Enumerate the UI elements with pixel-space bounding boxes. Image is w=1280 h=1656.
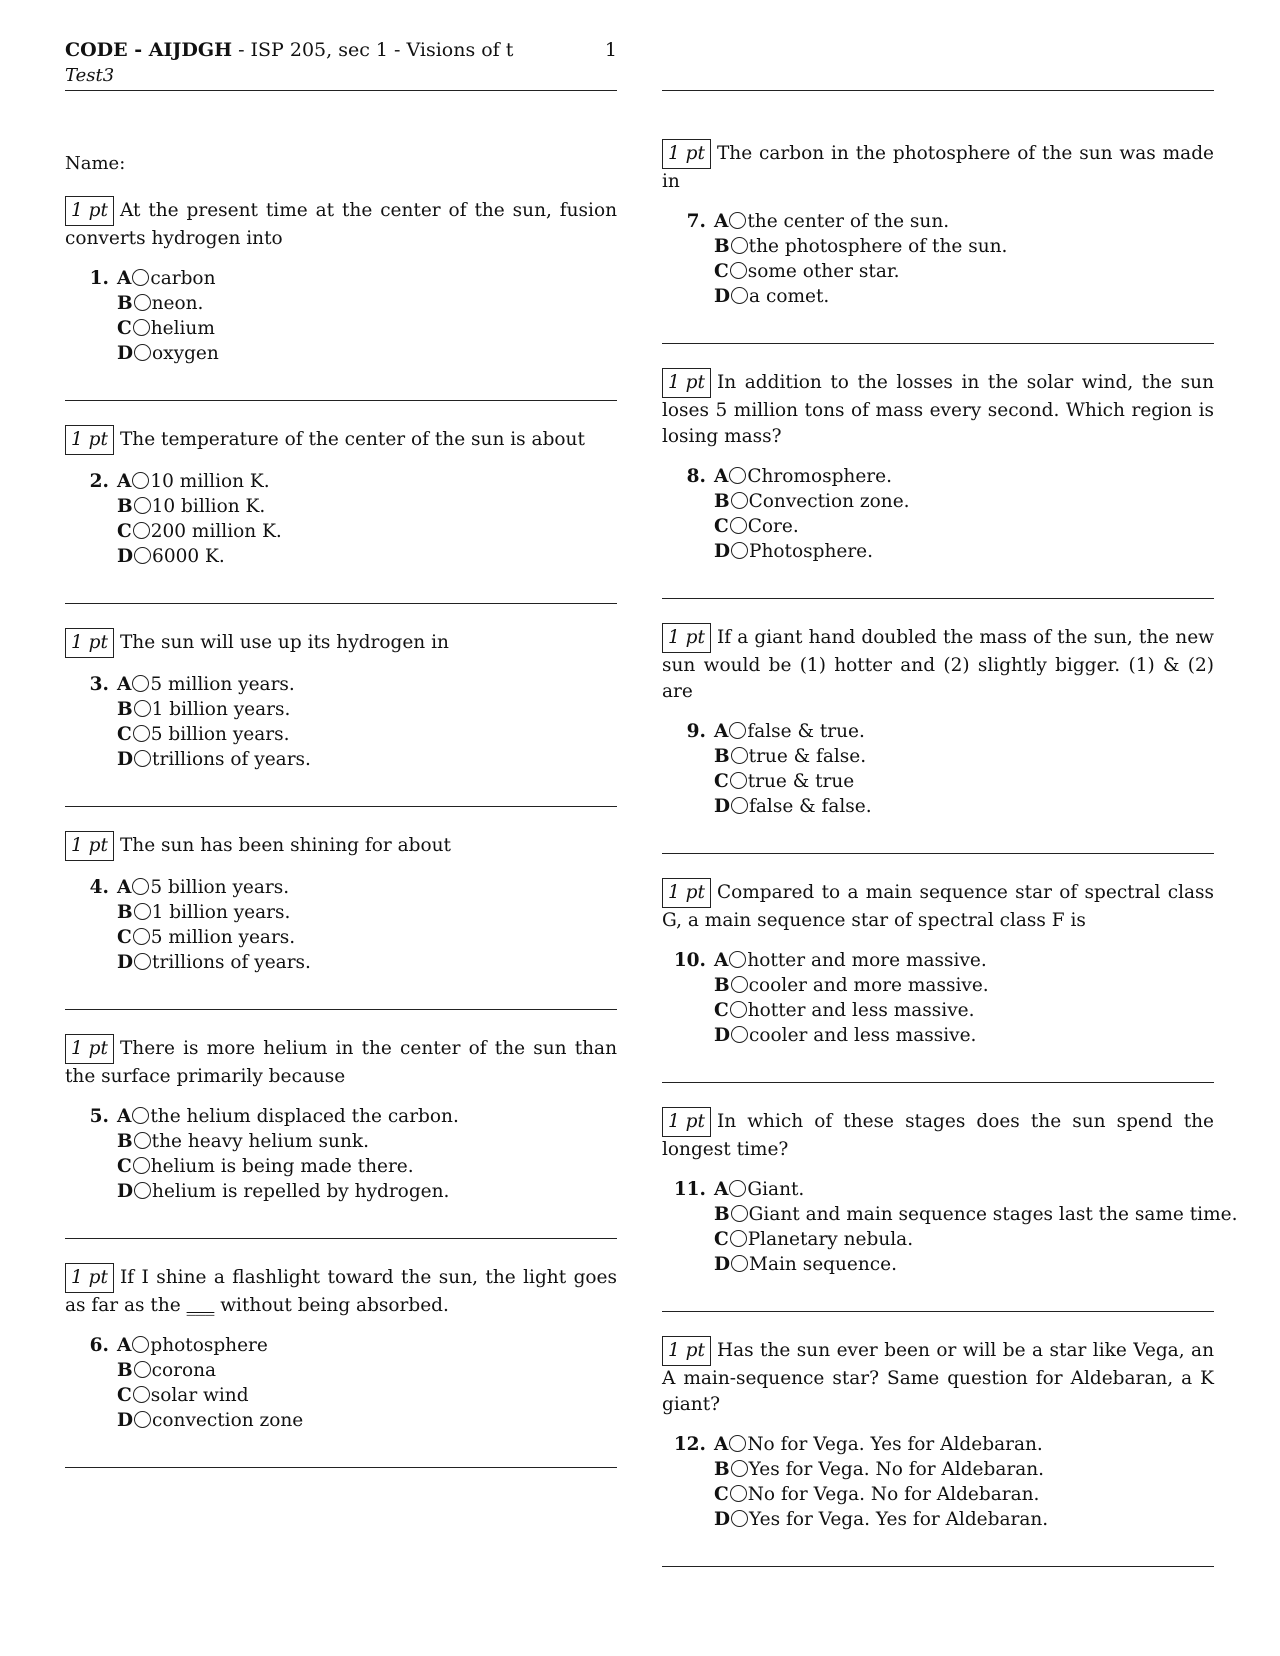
answer-bubble-icon[interactable]: [132, 1336, 149, 1353]
question-text: [662, 1107, 1214, 1163]
points-box: 1 pt: [65, 1034, 114, 1064]
answer-option[interactable]: [117, 925, 617, 950]
answer-option[interactable]: [714, 489, 1214, 514]
question-text: [65, 1263, 617, 1319]
question-text: [65, 628, 617, 658]
points-box: 1 pt: [662, 1336, 711, 1366]
points-box: 1 pt: [662, 623, 711, 653]
question-number: 2.: [89, 471, 109, 492]
option-text: 5 million years.: [150, 674, 295, 695]
option-text: 10 million K.: [150, 471, 270, 492]
question-prompt: If a giant hand doubled the mass of the sun, the new sun would be (1) hotter and (2) slightly bigger. (1) & (2) are: [662, 627, 1214, 702]
answer-bubble-icon[interactable]: [133, 1157, 150, 1174]
name-label: Name:: [65, 153, 126, 174]
answer-option[interactable]: [714, 514, 1214, 539]
answer-option[interactable]: [714, 209, 1214, 234]
option-letter: B: [117, 699, 133, 720]
question-text: [65, 1034, 617, 1090]
question-prompt: Compared to a main sequence star of spectral class G, a main sequence star of spectral class F is: [662, 882, 1214, 931]
page-header: [65, 38, 617, 91]
answer-bubble-icon[interactable]: [731, 797, 748, 814]
option-text: neon.: [151, 293, 204, 314]
option-text: 1 billion years.: [151, 902, 291, 923]
answer-options: [65, 1333, 617, 1433]
answer-bubble-icon[interactable]: [731, 976, 748, 993]
option-text: 10 billion K.: [151, 496, 266, 517]
option-text: Giant and main sequence stages last the same time.: [748, 1204, 1238, 1225]
answer-options: [662, 209, 1214, 309]
points-box: 1 pt: [65, 1263, 114, 1293]
answer-bubble-icon[interactable]: [134, 497, 151, 514]
answer-option[interactable]: [117, 1333, 617, 1358]
answer-option[interactable]: [117, 266, 617, 291]
answer-bubble-icon[interactable]: [731, 1255, 748, 1272]
question-number: 12.: [673, 1434, 706, 1455]
option-text: convection zone: [152, 1410, 304, 1431]
answer-option[interactable]: [714, 744, 1214, 769]
answer-bubble-icon[interactable]: [731, 747, 748, 764]
answer-option[interactable]: [714, 1177, 1214, 1202]
option-text: 5 million years.: [150, 927, 296, 948]
answer-option[interactable]: [714, 973, 1214, 998]
question-number: 6.: [89, 1335, 109, 1356]
question-number: 8.: [686, 466, 706, 487]
question-block: [662, 599, 1214, 854]
answer-option[interactable]: [714, 1252, 1214, 1277]
option-letter: A: [714, 211, 729, 232]
option-letter: C: [714, 516, 729, 537]
question-block: [65, 401, 617, 604]
answer-option[interactable]: [117, 469, 617, 494]
answer-bubble-icon[interactable]: [729, 722, 746, 739]
answer-option[interactable]: [117, 747, 617, 772]
answer-bubble-icon[interactable]: [133, 725, 150, 742]
answer-bubble-icon[interactable]: [730, 1485, 747, 1502]
option-letter: B: [117, 496, 133, 517]
option-text: the heavy helium sunk.: [151, 1131, 369, 1152]
page-number: 1: [604, 39, 617, 61]
option-text: 6000 K.: [152, 546, 225, 567]
question-block: [662, 1083, 1238, 1312]
question-text: [662, 368, 1214, 450]
question-number: 1.: [89, 268, 109, 289]
question-block: [65, 1239, 617, 1468]
option-letter: A: [714, 466, 729, 487]
option-letter: D: [117, 343, 134, 364]
option-text: some other star.: [747, 261, 900, 282]
answer-option[interactable]: [117, 1408, 617, 1433]
answer-bubble-icon[interactable]: [132, 878, 149, 895]
option-text: helium is repelled by hydrogen.: [152, 1181, 450, 1202]
answer-option[interactable]: [117, 519, 617, 544]
option-text: false & false.: [749, 796, 872, 817]
answer-bubble-icon[interactable]: [730, 517, 747, 534]
answer-bubble-icon[interactable]: [133, 1386, 150, 1403]
option-letter: A: [117, 674, 132, 695]
option-letter: B: [117, 902, 133, 923]
question-block: [65, 176, 617, 401]
answer-bubble-icon[interactable]: [134, 903, 151, 920]
option-letter: D: [714, 1254, 731, 1275]
answer-options: [65, 875, 617, 975]
answer-option[interactable]: [117, 1104, 617, 1129]
answer-bubble-icon[interactable]: [730, 1230, 747, 1247]
right-question-list: [662, 91, 1238, 1567]
answer-option[interactable]: [714, 1023, 1214, 1048]
option-letter: C: [714, 1484, 729, 1505]
answer-bubble-icon[interactable]: [134, 1411, 151, 1428]
option-text: Giant.: [747, 1179, 805, 1200]
points-box: 1 pt: [662, 878, 711, 908]
question-text: [65, 425, 617, 455]
question-text: [662, 623, 1214, 705]
question-prompt: At the present time at the center of the sun, fusion converts hydrogen into: [65, 200, 617, 249]
option-letter: B: [117, 1131, 133, 1152]
course-title: - ISP 205, sec 1 - Visions of t: [232, 39, 514, 61]
question-block: [65, 604, 617, 807]
answer-bubble-icon[interactable]: [730, 262, 747, 279]
question-number: 5.: [89, 1106, 109, 1127]
answer-bubble-icon[interactable]: [134, 1132, 151, 1149]
answer-bubble-icon[interactable]: [134, 750, 151, 767]
answer-bubble-icon[interactable]: [731, 1205, 748, 1222]
answer-bubble-icon[interactable]: [729, 1180, 746, 1197]
answer-option[interactable]: [714, 1507, 1214, 1532]
question-block: [662, 1312, 1214, 1567]
answer-options: [65, 266, 617, 366]
answer-option[interactable]: [117, 1129, 617, 1154]
answer-option[interactable]: [117, 1179, 617, 1204]
option-letter: A: [714, 721, 729, 742]
question-prompt: Has the sun ever been or will be a star like Vega, an A main-sequence star? Same question for Aldebaran, a K giant?: [662, 1340, 1214, 1415]
option-text: oxygen: [152, 343, 219, 364]
option-letter: C: [714, 1229, 729, 1250]
page-header-rule: [662, 38, 1214, 91]
option-letter: C: [714, 261, 729, 282]
option-letter: B: [117, 1360, 133, 1381]
answer-bubble-icon[interactable]: [133, 319, 150, 336]
option-letter: D: [117, 546, 134, 567]
answer-option[interactable]: [714, 1457, 1214, 1482]
answer-bubble-icon[interactable]: [731, 287, 748, 304]
option-text: 5 billion years.: [150, 724, 290, 745]
answer-bubble-icon[interactable]: [133, 928, 150, 945]
answer-option[interactable]: [714, 998, 1214, 1023]
question-text: [662, 139, 1214, 195]
option-text: hotter and less massive.: [747, 1000, 975, 1021]
answer-bubble-icon[interactable]: [134, 344, 151, 361]
answer-option[interactable]: [117, 722, 617, 747]
answer-bubble-icon[interactable]: [731, 1460, 748, 1477]
question-text: [662, 878, 1214, 934]
answer-bubble-icon[interactable]: [132, 1107, 149, 1124]
option-text: 5 billion years.: [150, 877, 290, 898]
answer-options: [662, 1177, 1238, 1277]
answer-option[interactable]: [714, 1202, 1238, 1227]
option-letter: D: [714, 1025, 731, 1046]
answer-option[interactable]: [117, 1383, 617, 1408]
question-block: [662, 91, 1214, 344]
option-text: false & true.: [747, 721, 865, 742]
answer-options: [662, 464, 1214, 564]
option-text: solar wind: [150, 1385, 249, 1406]
answer-option[interactable]: [117, 494, 617, 519]
option-letter: A: [117, 1106, 132, 1127]
answer-bubble-icon[interactable]: [134, 547, 151, 564]
option-letter: B: [714, 746, 730, 767]
option-letter: B: [117, 293, 133, 314]
points-box: 1 pt: [662, 139, 711, 169]
answer-bubble-icon[interactable]: [729, 467, 746, 484]
option-letter: C: [714, 1000, 729, 1021]
option-letter: B: [714, 1204, 730, 1225]
answer-bubble-icon[interactable]: [132, 472, 149, 489]
answer-option[interactable]: [714, 794, 1214, 819]
question-prompt: In which of these stages does the sun spend the longest time?: [662, 1111, 1214, 1160]
answer-bubble-icon[interactable]: [730, 772, 747, 789]
option-letter: A: [117, 877, 132, 898]
question-block: [65, 807, 617, 1010]
option-letter: D: [117, 1410, 134, 1431]
answer-option[interactable]: [714, 1432, 1214, 1457]
left-column: [65, 38, 617, 1468]
question-block: [662, 344, 1214, 599]
question-prompt: The sun will use up its hydrogen in: [119, 632, 449, 653]
answer-bubble-icon[interactable]: [134, 1182, 151, 1199]
answer-option[interactable]: [117, 672, 617, 697]
question-text: [65, 831, 617, 861]
answer-option[interactable]: [714, 539, 1214, 564]
option-text: the helium displaced the carbon.: [150, 1106, 459, 1127]
answer-bubble-icon[interactable]: [731, 237, 748, 254]
answer-option[interactable]: [117, 875, 617, 900]
option-text: true & false.: [748, 746, 867, 767]
answer-option[interactable]: [714, 719, 1214, 744]
option-letter: A: [714, 1434, 729, 1455]
option-text: No for Vega. Yes for Aldebaran.: [747, 1434, 1043, 1455]
option-text: Chromosphere.: [747, 466, 892, 487]
answer-option[interactable]: [714, 284, 1214, 309]
answer-bubble-icon[interactable]: [132, 675, 149, 692]
question-prompt: There is more helium in the center of the sun than the surface primarily because: [65, 1038, 617, 1087]
header-title: [65, 38, 617, 63]
answer-bubble-icon[interactable]: [731, 1510, 748, 1527]
option-text: Yes for Vega. Yes for Aldebaran.: [749, 1509, 1049, 1530]
test-name: Test3: [65, 65, 115, 86]
option-letter: D: [714, 1509, 731, 1530]
question-number: 3.: [89, 674, 109, 695]
points-box: 1 pt: [65, 628, 114, 658]
option-letter: D: [714, 796, 731, 817]
answer-option[interactable]: [714, 234, 1214, 259]
answer-options: [662, 948, 1214, 1048]
answer-bubble-icon[interactable]: [731, 492, 748, 509]
answer-option[interactable]: [117, 341, 617, 366]
answer-bubble-icon[interactable]: [729, 212, 746, 229]
option-text: the photosphere of the sun.: [748, 236, 1008, 257]
question-prompt-start: If I shine a flashlight toward the sun, the light goes as far as the: [65, 1267, 617, 1316]
question-text: [662, 1336, 1214, 1418]
option-letter: B: [714, 491, 730, 512]
option-text: a comet.: [749, 286, 830, 307]
answer-bubble-icon[interactable]: [134, 1361, 151, 1378]
answer-options: [65, 1104, 617, 1204]
option-letter: A: [714, 950, 729, 971]
question-block: [65, 1010, 617, 1239]
question-text: [65, 196, 617, 252]
question-prompt: The carbon in the photosphere of the sun was made in: [662, 143, 1214, 192]
answer-option[interactable]: [117, 291, 617, 316]
option-letter: C: [117, 1385, 132, 1406]
question-block: [662, 854, 1214, 1083]
answer-bubble-icon[interactable]: [134, 294, 151, 311]
answer-options: [662, 1432, 1214, 1532]
question-number: 7.: [686, 211, 706, 232]
option-letter: C: [117, 521, 132, 542]
answer-option[interactable]: [117, 950, 617, 975]
option-text: helium is being made there.: [150, 1156, 414, 1177]
option-letter: D: [117, 1181, 134, 1202]
option-letter: C: [714, 771, 729, 792]
answer-option[interactable]: [714, 769, 1214, 794]
answer-bubble-icon[interactable]: [731, 1026, 748, 1043]
option-text: Planetary nebula.: [747, 1229, 914, 1250]
answer-bubble-icon[interactable]: [731, 542, 748, 559]
option-text: photosphere: [150, 1335, 268, 1356]
option-letter: D: [117, 749, 134, 770]
points-box: 1 pt: [65, 196, 114, 226]
option-text: hotter and more massive.: [747, 950, 987, 971]
answer-bubble-icon[interactable]: [134, 700, 151, 717]
option-letter: A: [117, 471, 132, 492]
answer-option[interactable]: [117, 900, 617, 925]
option-letter: C: [117, 724, 132, 745]
answer-bubble-icon[interactable]: [132, 269, 149, 286]
exam-code: CODE - AIJDGH: [65, 39, 233, 61]
option-text: corona: [151, 1360, 217, 1381]
answer-bubble-icon[interactable]: [133, 522, 150, 539]
question-number: 9.: [686, 721, 706, 742]
option-text: Yes for Vega. No for Aldebaran.: [748, 1459, 1045, 1480]
question-prompt: In addition to the losses in the solar wind, the sun loses 5 million tons of mass every second. Which region is losing mass?: [662, 372, 1214, 447]
option-text: Convection zone.: [748, 491, 910, 512]
answer-option[interactable]: [117, 544, 617, 569]
points-box: 1 pt: [65, 425, 114, 455]
answer-options: [662, 719, 1214, 819]
option-letter: D: [714, 286, 731, 307]
right-column: [662, 38, 1238, 1567]
answer-option[interactable]: [714, 259, 1214, 284]
points-box: 1 pt: [65, 831, 114, 861]
question-number: 4.: [89, 877, 109, 898]
question-prompt: The temperature of the center of the sun is about: [119, 429, 585, 450]
option-letter: D: [714, 541, 731, 562]
option-letter: C: [117, 318, 132, 339]
answer-option[interactable]: [714, 948, 1214, 973]
left-question-list: [65, 176, 617, 1468]
option-text: trillions of years.: [152, 952, 311, 973]
option-text: 200 million K.: [150, 521, 282, 542]
answer-option[interactable]: [714, 1482, 1214, 1507]
option-letter: B: [714, 1459, 730, 1480]
answer-bubble-icon[interactable]: [134, 953, 151, 970]
question-prompt: The sun has been shining for about: [119, 835, 451, 856]
option-letter: A: [714, 1179, 729, 1200]
option-letter: B: [714, 236, 730, 257]
answer-option[interactable]: [117, 1154, 617, 1179]
answer-option[interactable]: [117, 1358, 617, 1383]
option-text: the center of the sun.: [747, 211, 950, 232]
points-box: 1 pt: [662, 368, 711, 398]
option-letter: A: [117, 1335, 132, 1356]
option-letter: A: [117, 268, 132, 289]
option-text: cooler and more massive.: [748, 975, 989, 996]
question-number: 10.: [673, 950, 706, 971]
option-text: true & true: [747, 771, 855, 792]
answer-bubble-icon[interactable]: [729, 1435, 746, 1452]
question-prompt-end: without being absorbed.: [214, 1295, 449, 1316]
option-text: Photosphere.: [749, 541, 873, 562]
answer-bubble-icon[interactable]: [729, 951, 746, 968]
option-letter: D: [117, 952, 134, 973]
answer-option[interactable]: [714, 464, 1214, 489]
option-letter: C: [117, 927, 132, 948]
option-text: helium: [150, 318, 215, 339]
option-letter: B: [714, 975, 730, 996]
answer-option[interactable]: [714, 1227, 1214, 1252]
option-text: Core.: [747, 516, 799, 537]
question-number: 11.: [673, 1179, 706, 1200]
answer-bubble-icon[interactable]: [730, 1001, 747, 1018]
option-text: cooler and less massive.: [749, 1025, 977, 1046]
option-text: No for Vega. No for Aldebaran.: [747, 1484, 1040, 1505]
option-letter: C: [117, 1156, 132, 1177]
answer-options: [65, 672, 617, 772]
fill-in-blank: ___: [186, 1295, 215, 1316]
answer-options: [65, 469, 617, 569]
option-text: carbon: [150, 268, 216, 289]
points-box: 1 pt: [662, 1107, 711, 1137]
answer-option[interactable]: [117, 316, 617, 341]
answer-option[interactable]: [117, 697, 617, 722]
option-text: trillions of years.: [152, 749, 311, 770]
option-text: 1 billion years.: [151, 699, 291, 720]
option-text: Main sequence.: [749, 1254, 897, 1275]
